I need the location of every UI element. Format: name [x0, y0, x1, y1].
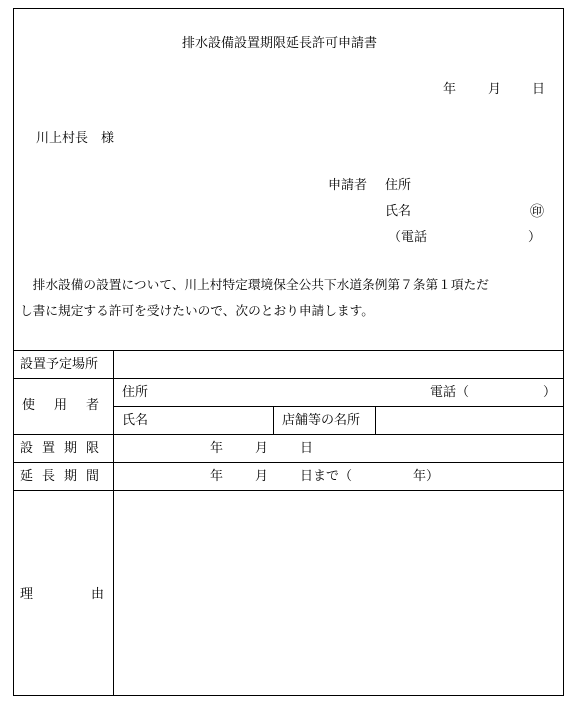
- user-label-text: 使用者: [22, 398, 119, 413]
- addressee: 川上村長 様: [36, 131, 115, 146]
- user-name-label: 氏名: [122, 413, 149, 428]
- date-month: 月: [488, 82, 502, 97]
- period-year: 年: [210, 441, 224, 456]
- row-line-user-mid: [113, 406, 564, 407]
- shop-name-label: 店舗等の名所: [282, 413, 361, 428]
- date-year: 年: [443, 82, 457, 97]
- applicant-phone-close: ）: [528, 230, 542, 245]
- shop-value-divider: [375, 406, 376, 434]
- period-month: 月: [255, 441, 269, 456]
- body-line-1: 排水設備の設置について、川上村特定環境保全公共下水道条例第７条第１項ただ: [20, 277, 489, 292]
- period-day: 日: [300, 441, 314, 456]
- row-line-3: [13, 462, 564, 463]
- body-line-2: し書に規定する許可を受けたいので、次のとおり申請します。: [20, 303, 374, 318]
- row-line-4: [13, 490, 564, 491]
- extension-year: 年: [210, 469, 224, 484]
- reason-label: 理由: [20, 587, 163, 602]
- form-title: 排水設備設置期限延長許可申請書: [182, 36, 378, 51]
- user-label: [22, 398, 119, 414]
- extension-until: 日まで（: [300, 469, 353, 484]
- user-address-label: 住所: [122, 385, 149, 400]
- date-day: 日: [532, 82, 546, 97]
- applicant-name-label: 氏名: [385, 204, 412, 219]
- applicant-label: 申請者: [328, 178, 368, 193]
- name-shop-divider: [273, 406, 274, 434]
- seal-mark: ㊞: [530, 204, 544, 220]
- period-label: 設置期限: [20, 441, 109, 456]
- extension-years: 年）: [413, 469, 440, 484]
- table-top-line: [13, 350, 564, 351]
- site-label: 設置予定場所: [20, 357, 99, 372]
- applicant-phone-open: （電話: [388, 230, 428, 245]
- row-line-2: [13, 434, 564, 435]
- user-phone-label: 電話（: [430, 385, 470, 400]
- applicant-address-label: 住所: [385, 178, 412, 193]
- row-line-1: [13, 378, 564, 379]
- user-phone-close: ）: [543, 385, 557, 400]
- extension-month: 月: [255, 469, 269, 484]
- extension-label: 延長期間: [20, 469, 109, 484]
